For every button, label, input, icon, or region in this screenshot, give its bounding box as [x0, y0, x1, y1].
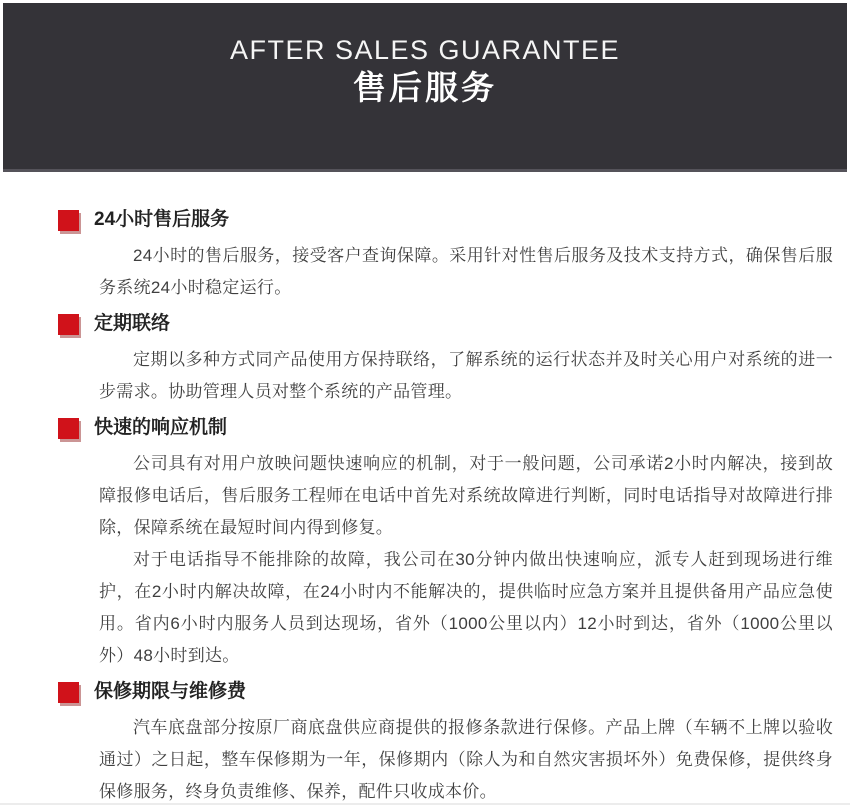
red-square-bullet-icon	[58, 682, 79, 703]
section-heading	[58, 416, 833, 440]
section	[58, 312, 833, 408]
after-sales-sections	[0, 172, 850, 805]
header-banner	[3, 3, 847, 172]
red-square-bullet-icon	[58, 210, 79, 231]
header-title-en: AFTER SALES GUARANTEE	[229, 35, 621, 65]
section-paragraph: 汽车底盘部分按原厂商底盘供应商提供的报修条款进行保修。产品上牌（车辆不上牌以验收通过）之日起，整车保修期为一年，保修期内（除人为和自然灾害损坏外）免费保修，提供终身保修服务，终身负责维修、保养，配件只收成本价。	[99, 718, 833, 801]
section-title: 保修期限与维修费	[94, 681, 247, 702]
red-square-bullet-icon	[58, 314, 79, 335]
section	[58, 416, 833, 672]
header-title-cn: 售后服务	[353, 69, 497, 106]
section-paragraph: 定期以多种方式同产品使用方保持联络，了解系统的运行状态并及时关心用户对系统的进一步需求。协助管理人员对整个系统的产品管理。	[99, 350, 833, 401]
section-heading	[58, 208, 833, 232]
section-title: 24小时售后服务	[94, 209, 230, 230]
section-paragraph: 24小时的售后服务，接受客户查询保障。采用针对性售后服务及技术支持方式，确保售后服务系统24小时稳定运行。	[99, 246, 833, 297]
section-title: 定期联络	[94, 313, 171, 334]
section	[58, 208, 833, 304]
section-paragraph: 对于电话指导不能排除的故障，我公司在30分钟内做出快速响应，派专人赶到现场进行维护，在2小时内解决故障，在24小时内不能解决的，提供临时应急方案并且提供备用产品应急使用。省内6小时内服务人员到达现场，省外（1000公里以内）12小时到达，省外（1000公里以外）48小时到达。	[99, 550, 833, 665]
section-heading	[58, 680, 833, 704]
section-heading	[58, 312, 833, 336]
red-square-bullet-icon	[58, 418, 79, 439]
section-title: 快速的响应机制	[94, 417, 228, 438]
section	[58, 680, 833, 805]
section-paragraph: 公司具有对用户放映问题快速响应的机制，对于一般问题，公司承诺2小时内解决，接到故障报修电话后，售后服务工程师在电话中首先对系统故障进行判断，同时电话指导对故障进行排除，保障系统在最短时间内得到修复。	[99, 454, 833, 537]
